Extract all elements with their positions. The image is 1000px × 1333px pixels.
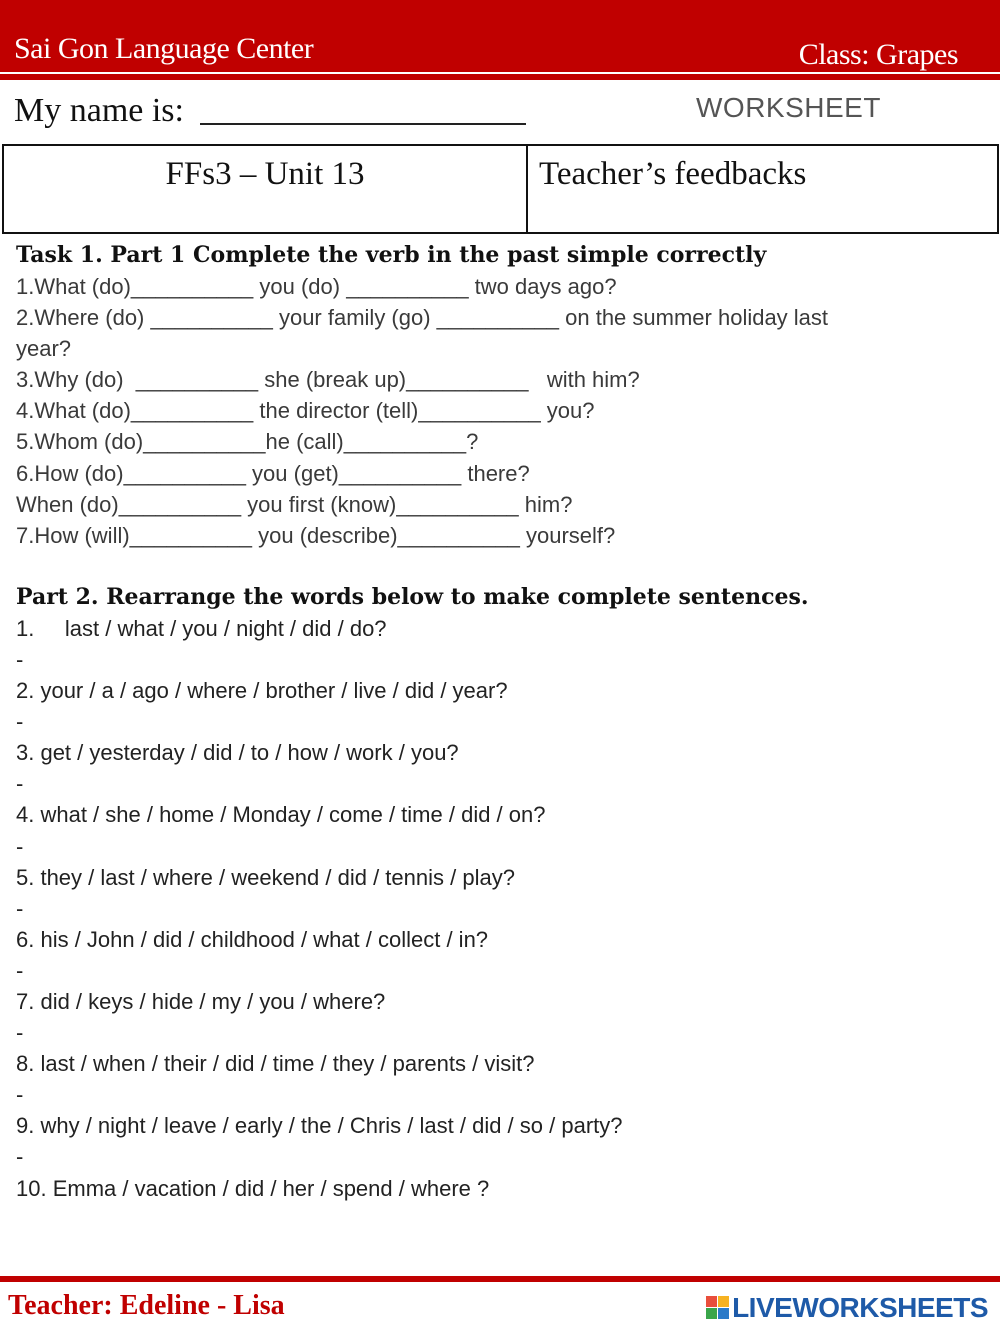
liveworksheets-brand[interactable] bbox=[706, 1292, 988, 1324]
task1-line: 3.Why (do) __________ she (break up)__________ with him? bbox=[16, 367, 640, 393]
question-line: 3. get / yesterday / did / to / how / work / you? bbox=[16, 740, 459, 766]
task1-line: 6.How (do)__________ you (get)__________ there? bbox=[16, 460, 530, 486]
liveworksheets-logo-icon bbox=[706, 1296, 730, 1320]
task1-heading: Task 1. Part 1 Complete the verb in the past simple correctly bbox=[16, 242, 767, 268]
name-label: My name is: bbox=[14, 92, 184, 129]
answer-line[interactable]: - bbox=[16, 895, 24, 921]
question-line: 7. did / keys / hide / my / you / where? bbox=[16, 988, 386, 1014]
header-divider bbox=[0, 72, 1000, 74]
brand-name: LIVEWORKSHEETS bbox=[732, 1292, 988, 1323]
task1-line: year? bbox=[16, 336, 72, 362]
task1-line: 5.Whom (do)__________he (call)__________? bbox=[16, 429, 479, 455]
task1-line: 2.Where (do) __________ your family (go) __________ on the summer holiday last bbox=[16, 305, 829, 331]
answer-line[interactable]: - bbox=[16, 709, 24, 735]
unit-cell bbox=[2, 144, 528, 234]
question-line: 6. his / John / did / childhood / what / collect / in? bbox=[16, 926, 489, 952]
worksheet-label: WORKSHEET bbox=[696, 92, 881, 123]
center-name: Sai Gon Language Center bbox=[14, 32, 314, 65]
answer-line[interactable]: - bbox=[16, 646, 24, 672]
class-label: Class: Grapes bbox=[798, 38, 958, 71]
task1-line: When (do)__________ you first (know)__________ him? bbox=[16, 491, 573, 517]
question-line: 9. why / night / leave / early / the / Chris / last / did / so / party? bbox=[16, 1113, 623, 1139]
question-line: 8. last / when / their / did / time / they / parents / visit? bbox=[16, 1051, 535, 1077]
task1-line: 4.What (do)__________ the director (tell)__________ you? bbox=[16, 398, 595, 424]
answer-line[interactable]: - bbox=[16, 833, 24, 859]
spacer bbox=[16, 551, 986, 582]
part2-heading: Part 2. Rearrange the words below to make complete sentences. bbox=[16, 583, 809, 610]
answer-line[interactable]: - bbox=[16, 771, 24, 797]
task1-line: 7.How (will)__________ you (describe)__________ yourself? bbox=[16, 522, 616, 548]
answer-line[interactable]: - bbox=[16, 957, 24, 983]
worksheet-content bbox=[16, 240, 986, 1204]
question-line: 1. last / what / you / night / did / do? bbox=[16, 615, 387, 641]
header-bar bbox=[0, 0, 1000, 80]
footer-divider bbox=[0, 1276, 1000, 1282]
feedback-title: Teacher’s feedbacks bbox=[539, 156, 807, 192]
teacher-name: Teacher: Edeline - Lisa bbox=[8, 1290, 285, 1321]
name-input-line[interactable] bbox=[200, 123, 526, 125]
feedback-cell bbox=[526, 144, 999, 234]
question-line: 2. your / a / ago / where / brother / live / did / year? bbox=[16, 678, 508, 704]
answer-line[interactable]: - bbox=[16, 1020, 24, 1046]
question-line: 4. what / she / home / Monday / come / time / did / on? bbox=[16, 802, 546, 828]
question-line: 10. Emma / vacation / did / her / spend / where ? bbox=[16, 1175, 490, 1201]
unit-title: FFs3 – Unit 13 bbox=[165, 156, 365, 192]
answer-line[interactable]: - bbox=[16, 1144, 24, 1170]
task1-line: 1.What (do)__________ you (do) __________ two days ago? bbox=[16, 274, 617, 299]
question-line: 5. they / last / where / weekend / did / tennis / play? bbox=[16, 864, 515, 890]
answer-line[interactable]: - bbox=[16, 1082, 24, 1108]
